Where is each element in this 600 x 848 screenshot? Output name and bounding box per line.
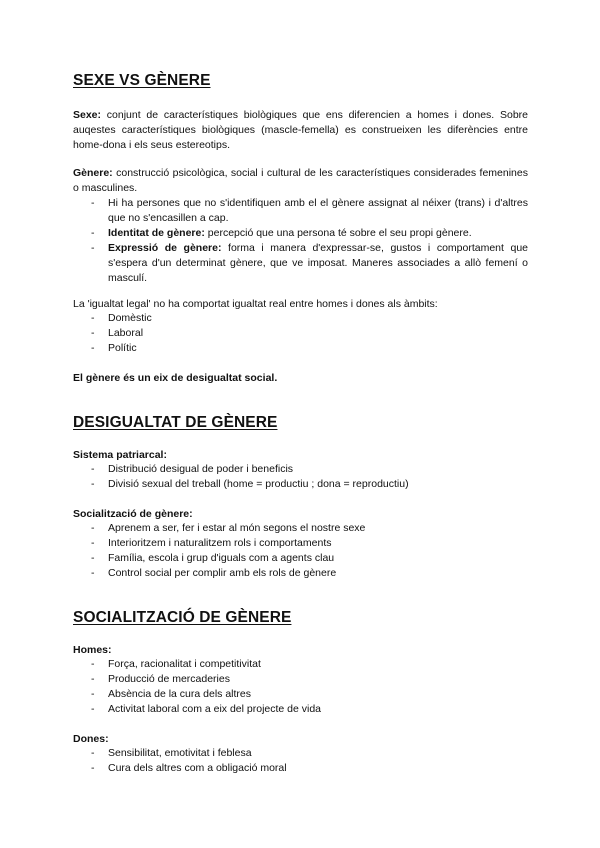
list-item: - Sensibilitat, emotivitat i feblesa (73, 746, 528, 761)
sistema-list (73, 462, 528, 492)
list-item: - Cura dels altres com a obligació moral (73, 761, 528, 776)
list-item: - Polític (73, 341, 528, 356)
list-item: - Activitat laboral com a eix del projecte de vida (73, 702, 528, 717)
socialitzacio-list (73, 521, 528, 581)
list-item: - Interioritzem i naturalitzem rols i comportaments (73, 536, 528, 551)
list-item: - Domèstic (73, 311, 528, 326)
list-item: - Distribució desigual de poder i beneficis (73, 462, 528, 477)
label-homes: Homes: (73, 644, 112, 656)
term-genere: Gènere: (73, 167, 113, 179)
label-dones: Dones: (73, 733, 109, 745)
genere-list (73, 196, 528, 286)
list-item: - Identitat de gènere: percepció que una persona té sobre el seu propi gènere. (73, 226, 528, 241)
list-item: - Expressió de gènere: forma i manera d'expressar-se, gustos i comportament que s'espera d'un determinat gènere, que ve imposat. Maneres associades a allò femení o masculí. (73, 241, 528, 286)
list-item: - Laboral (73, 326, 528, 341)
dones-list (73, 746, 528, 776)
paragraph-genere (73, 166, 528, 196)
term-expressio: Expressió de gènere: (108, 242, 222, 254)
section-title-socialitzacio: SOCIALITZACIÓ DE GÈNERE (73, 609, 292, 626)
list-item: - Absència de la cura dels altres (73, 687, 528, 702)
ambits-list (73, 311, 528, 356)
label-sistema-patriarcal: Sistema patriarcal: (73, 449, 167, 461)
list-item: - Divisió sexual del treball (home = productiu ; dona = reproductiu) (73, 477, 528, 492)
list-item: - Hi ha persones que no s'identifiquen amb el el gènere assignat al néixer (trans) i d'altres que no s'encasillen a cap. (73, 196, 528, 226)
list-item: - Família, escola i grup d'iguals com a agents clau (73, 551, 528, 566)
paragraph-sexe (73, 108, 528, 153)
label-socialitzacio: Socialització de gènere: (73, 508, 193, 520)
conclusion-text: El gènere és un eix de desigualtat social. (73, 372, 278, 384)
list-item: - Força, racionalitat i competitivitat (73, 657, 528, 672)
list-item: - Aprenem a ser, fer i estar al món segons el nostre sexe (73, 521, 528, 536)
term-sexe: Sexe: (73, 109, 102, 121)
definition-genere: construcció psicològica, social i cultural de les característiques considerades femenines o masculines. (73, 167, 528, 194)
section-title-sexe-vs-genere: SEXE VS GÈNERE (73, 72, 211, 89)
paragraph-igualtat: La 'igualtat legal' no ha comportat igualtat real entre homes i dones als àmbits: (73, 298, 438, 310)
homes-list (73, 657, 528, 717)
definition-sexe: conjunt de característiques biològiques que ens diferencien a homes i dones. Sobre auqestes característiques biològiques (mascle-femella) es construeixen les diferències entre home-dona i els seus estereotips. (73, 109, 528, 151)
section-title-desigualtat: DESIGUALTAT DE GÈNERE (73, 414, 278, 431)
list-item: - Producció de mercaderies (73, 672, 528, 687)
list-item: - Control social per complir amb els rols de gènere (73, 566, 528, 581)
term-identitat: Identitat de gènere: (108, 227, 205, 239)
